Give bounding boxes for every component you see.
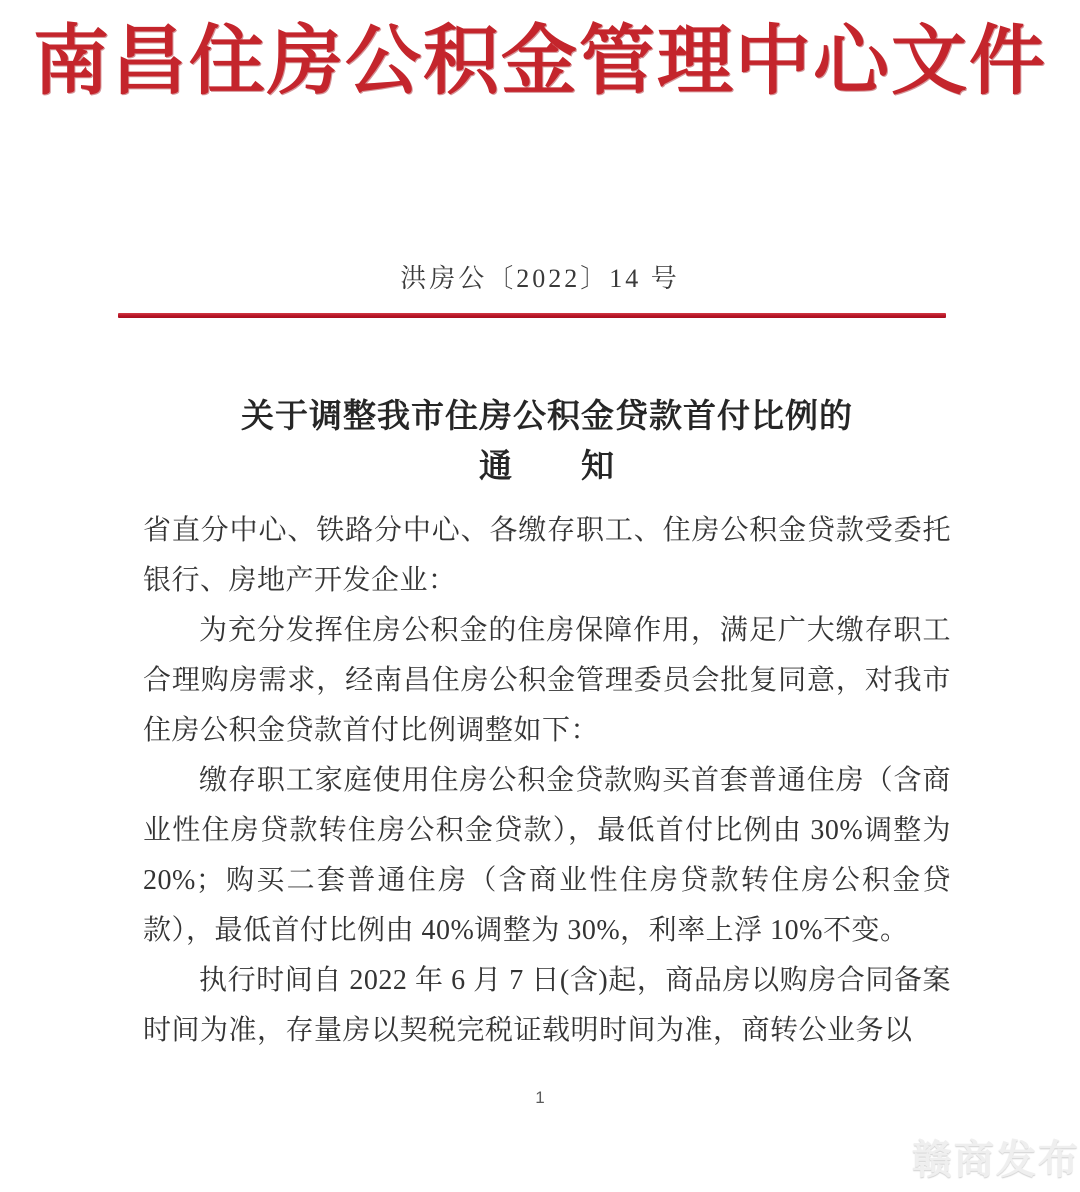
paragraph-effective-date: 执行时间自 2022 年 6 月 7 日(含)起，商品房以购房合同备案时间为准，存量房以契税完税证载明时间为准，商转公业务以 xyxy=(143,965,951,1047)
masthead xyxy=(0,18,1080,108)
page-number: 1 xyxy=(535,1088,545,1107)
page-title-line-2: 通 知 xyxy=(479,449,615,486)
document-number-block xyxy=(0,258,1080,295)
document-body xyxy=(143,392,951,1056)
addressee-line: 省直分中心、铁路分中心、各缴存职工、住房公积金贷款受委托银行、房地产开发企业： xyxy=(143,515,951,597)
document-number: 洪房公〔2022〕14 号 xyxy=(400,264,680,293)
page-title xyxy=(143,392,951,492)
paragraph-ratio-adjustment: 缴存职工家庭使用住房公积金贷款购买首套普通住房（含商业性住房贷款转住房公积金贷款），最低首付比例由 30%调整为 20%；购买二套普通住房（含商业性住房贷款转住房公积金贷款），最低首付比例由 40%调整为 30%，利率上浮 10%不变。 xyxy=(143,765,951,947)
masthead-title: 南昌住房公积金管理中心文件 xyxy=(33,20,1047,104)
page-title-line-1: 关于调整我市住房公积金贷款首付比例的 xyxy=(241,399,853,435)
watermark: 赣商发布 xyxy=(912,1137,1080,1182)
paragraph-purpose: 为充分发挥住房公积金的住房保障作用，满足广大缴存职工合理购房需求，经南昌住房公积金管理委员会批复同意，对我市住房公积金贷款首付比例调整如下： xyxy=(143,615,951,747)
red-separator-rule xyxy=(118,313,946,318)
